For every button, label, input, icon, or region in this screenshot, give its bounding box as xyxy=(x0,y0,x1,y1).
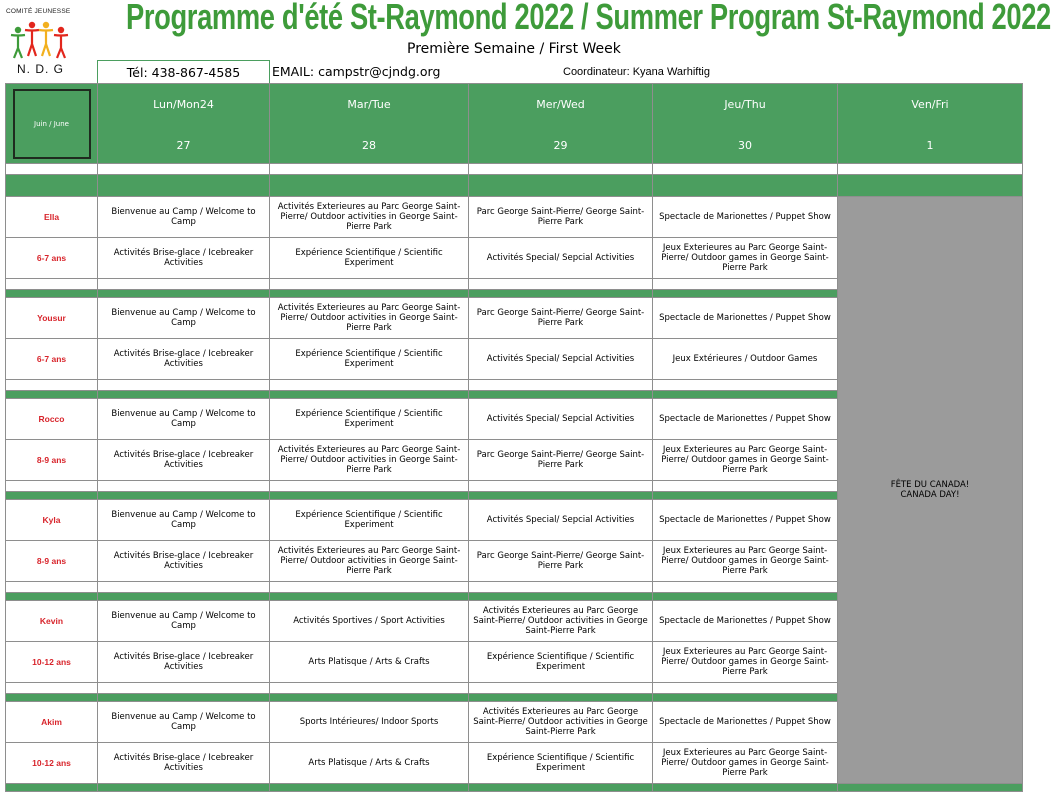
activity-cell: Spectacle de Marionettes / Puppet Show xyxy=(653,197,838,238)
activity-cell: Parc George Saint-Pierre/ George Saint-Pierre Park xyxy=(469,298,653,339)
activity-cell: Activités Special/ Sepcial Activities xyxy=(469,399,653,440)
day-header-wed: Mer/Wed 29 xyxy=(469,84,653,164)
activity-cell: Spectacle de Marionettes / Puppet Show xyxy=(653,399,838,440)
email-address: EMAIL: campstr@cjndg.org xyxy=(272,64,441,79)
holiday-line-en: CANADA DAY! xyxy=(900,490,960,500)
spacer-row xyxy=(6,164,1023,175)
counselor-name: Yousur xyxy=(6,298,98,339)
header-row xyxy=(6,84,1023,164)
counselor-name: Akim xyxy=(6,702,98,743)
activity-cell: Expérience Scientifique / Scientific Experiment xyxy=(270,339,469,380)
activity-cell: Arts Platisque / Arts & Crafts xyxy=(270,642,469,683)
page-title: Programme d'été St-Raymond 2022 / Summer Program St-Raymond 2022 xyxy=(126,0,1051,37)
activity-cell: Jeux Exterieures au Parc George Saint-Pierre/ Outdoor games in George Saint-Pierre Park xyxy=(653,541,838,582)
counselor-name: Ella xyxy=(6,197,98,238)
table-row xyxy=(6,197,1023,238)
activity-cell: Activités Exterieures au Parc George Saint-Pierre/ Outdoor activities in George Saint-Pierre Park xyxy=(469,702,653,743)
activity-cell: Spectacle de Marionettes / Puppet Show xyxy=(653,298,838,339)
activity-cell: Jeux Extérieures / Outdoor Games xyxy=(653,339,838,380)
activity-cell: Expérience Scientifique / Scientific Experiment xyxy=(270,238,469,279)
activity-cell: Parc George Saint-Pierre/ George Saint-Pierre Park xyxy=(469,541,653,582)
activity-cell: Activités Brise-glace / Icebreaker Activities xyxy=(98,743,270,784)
activity-cell: Bienvenue au Camp / Welcome to Camp xyxy=(98,197,270,238)
schedule-table xyxy=(5,83,1023,792)
logo-top-text: COMITÉ JEUNESSE xyxy=(6,8,71,15)
activity-cell: Parc George Saint-Pierre/ George Saint-Pierre Park xyxy=(469,440,653,481)
organization-logo xyxy=(2,4,80,76)
age-group: 8-9 ans xyxy=(6,541,98,582)
day-header-mon: Lun/Mon24 27 xyxy=(98,84,270,164)
activity-cell: Activités Brise-glace / Icebreaker Activities xyxy=(98,440,270,481)
day-header-tue: Mar/Tue 28 xyxy=(270,84,469,164)
age-group: 8-9 ans xyxy=(6,440,98,481)
activity-cell: Sports Intérieures/ Indoor Sports xyxy=(270,702,469,743)
counselor-name: Kevin xyxy=(6,601,98,642)
activity-cell: Activités Sportives / Sport Activities xyxy=(270,601,469,642)
green-bar-row xyxy=(6,175,1023,197)
activity-cell: Activités Exterieures au Parc George Saint-Pierre/ Outdoor activities in George Saint-Pierre Park xyxy=(469,601,653,642)
coordinator-name: Coordinateur: Kyana Warhiftig xyxy=(563,66,710,78)
activity-cell: Spectacle de Marionettes / Puppet Show xyxy=(653,500,838,541)
bottom-bar-row xyxy=(6,784,1023,792)
activity-cell: Activités Brise-glace / Icebreaker Activities xyxy=(98,541,270,582)
month-corner-cell xyxy=(6,84,98,164)
activity-cell: Bienvenue au Camp / Welcome to Camp xyxy=(98,702,270,743)
activity-cell: Expérience Scientifique / Scientific Experiment xyxy=(270,399,469,440)
logo-bottom-text: N. D. G xyxy=(17,62,65,76)
activity-cell: Activités Exterieures au Parc George Saint-Pierre/ Outdoor activities in George Saint-Pierre Park xyxy=(270,197,469,238)
activity-cell: Activités Special/ Sepcial Activities xyxy=(469,339,653,380)
activity-cell: Activités Brise-glace / Icebreaker Activities xyxy=(98,339,270,380)
activity-cell: Spectacle de Marionettes / Puppet Show xyxy=(653,601,838,642)
counselor-name: Kyla xyxy=(6,500,98,541)
activity-cell: Expérience Scientifique / Scientific Experiment xyxy=(469,743,653,784)
activity-cell: Jeux Exterieures au Parc George Saint-Pierre/ Outdoor games in George Saint-Pierre Park xyxy=(653,642,838,683)
activity-cell: Jeux Exterieures au Parc George Saint-Pierre/ Outdoor games in George Saint-Pierre Park xyxy=(653,238,838,279)
age-group: 10-12 ans xyxy=(6,642,98,683)
activity-cell: Activités Exterieures au Parc George Saint-Pierre/ Outdoor activities in George Saint-Pierre Park xyxy=(270,298,469,339)
activity-cell: Jeux Exterieures au Parc George Saint-Pierre/ Outdoor games in George Saint-Pierre Park xyxy=(653,743,838,784)
activity-cell: Bienvenue au Camp / Welcome to Camp xyxy=(98,601,270,642)
phone-number: Tél: 438-867-4585 xyxy=(97,60,270,84)
activity-cell: Activités Brise-glace / Icebreaker Activities xyxy=(98,642,270,683)
activity-cell: Expérience Scientifique / Scientific Experiment xyxy=(469,642,653,683)
day-header-fri: Ven/Fri 1 xyxy=(838,84,1023,164)
activity-cell: Activités Brise-glace / Icebreaker Activities xyxy=(98,238,270,279)
month-label: Juin / June xyxy=(34,119,69,128)
activity-cell: Parc George Saint-Pierre/ George Saint-Pierre Park xyxy=(469,197,653,238)
holiday-line-fr: FÊTE DU CANADA! xyxy=(890,479,970,490)
activity-cell: Arts Platisque / Arts & Crafts xyxy=(270,743,469,784)
day-header-thu: Jeu/Thu 30 xyxy=(653,84,838,164)
activity-cell: Spectacle de Marionettes / Puppet Show xyxy=(653,702,838,743)
age-group: 6-7 ans xyxy=(6,238,98,279)
people-figures-icon xyxy=(8,16,74,60)
activity-cell: Expérience Scientifique / Scientific Experiment xyxy=(270,500,469,541)
activity-cell: Jeux Exterieures au Parc George Saint-Pierre/ Outdoor games in George Saint-Pierre Park xyxy=(653,440,838,481)
page-subtitle: Première Semaine / First Week xyxy=(407,41,621,57)
activity-cell: Bienvenue au Camp / Welcome to Camp xyxy=(98,500,270,541)
holiday-cell xyxy=(838,197,1023,784)
counselor-name: Rocco xyxy=(6,399,98,440)
activity-cell: Bienvenue au Camp / Welcome to Camp xyxy=(98,298,270,339)
age-group: 6-7 ans xyxy=(6,339,98,380)
activity-cell: Activités Special/ Sepcial Activities xyxy=(469,500,653,541)
activity-cell: Activités Special/ Sepcial Activities xyxy=(469,238,653,279)
activity-cell: Bienvenue au Camp / Welcome to Camp xyxy=(98,399,270,440)
activity-cell: Activités Exterieures au Parc George Saint-Pierre/ Outdoor activities in George Saint-Pierre Park xyxy=(270,440,469,481)
age-group: 10-12 ans xyxy=(6,743,98,784)
activity-cell: Activités Exterieures au Parc George Saint-Pierre/ Outdoor activities in George Saint-Pierre Park xyxy=(270,541,469,582)
